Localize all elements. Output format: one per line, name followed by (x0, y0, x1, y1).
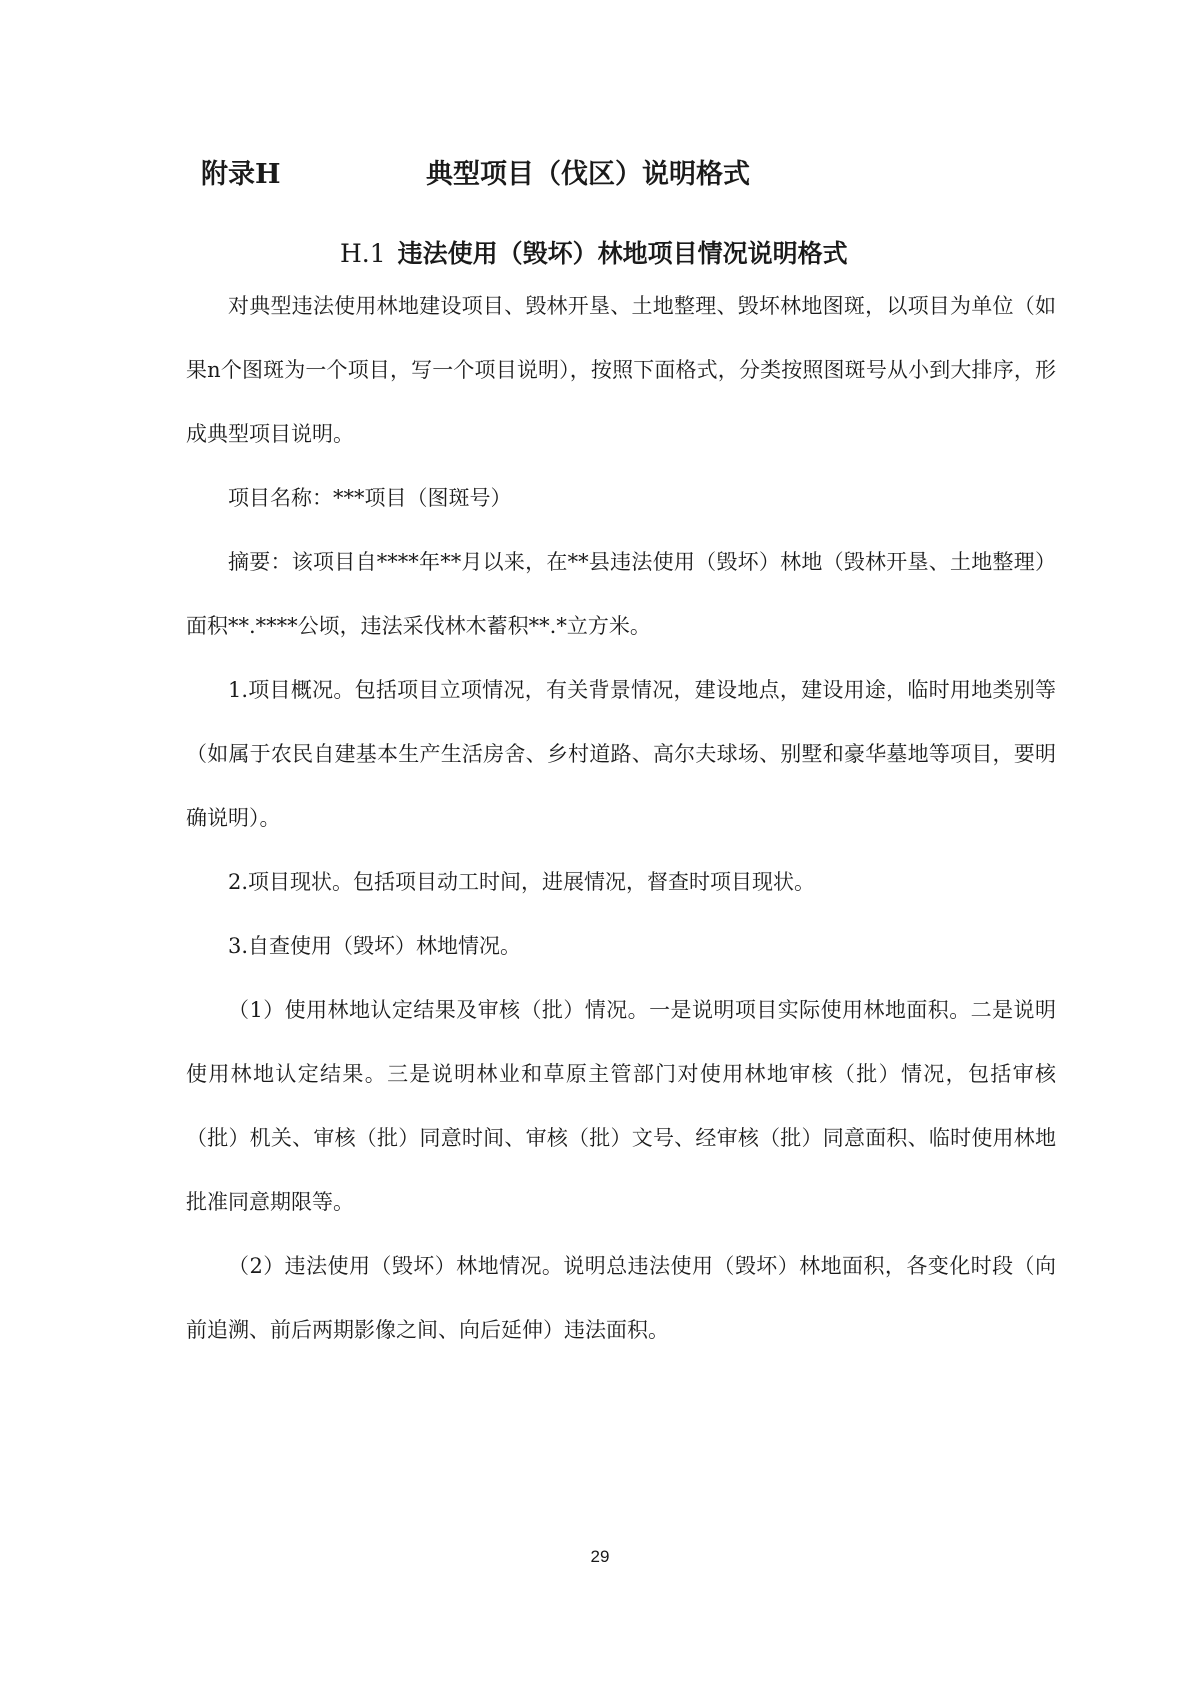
paragraph-item-1: （1）使用林地认定结果及审核（批）情况。一是说明项目实际使用林地面积。二是说明使用林地认定结果。三是说明林业和草原主管部门对使用林地审核（批）情况，包括审核（批）机关、审核（批）同意时间、审核（批）文号、经审核（批）同意面积、临时使用林地批准同意期限等。 (186, 998, 1056, 1214)
appendix-title: 典型项目（伐区）说明格式 (426, 159, 750, 190)
paragraph-abstract: 摘要：该项目自****年**月以来，在**县违法使用（毁坏）林地（毁林开垦、土地整理）面积**.****公顷，违法采伐林木蓄积**.*立方米。 (186, 550, 1056, 638)
paragraph-intro: 对典型违法使用林地建设项目、毁林开垦、土地整理、毁坏林地图斑，以项目为单位（如果n个图斑为一个项目，写一个项目说明），按照下面格式，分类按照图斑号从小到大排序，形成典型项目说明。 (186, 294, 1056, 446)
paragraph-overview: 1.项目概况。包括项目立项情况，有关背景情况，建设地点，建设用途，临时用地类别等（如属于农民自建基本生产生活房舍、乡村道路、高尔夫球场、别墅和豪华墓地等项目，要明确说明）。 (186, 678, 1056, 830)
paragraph-status: 2.项目现状。包括项目动工时间，进展情况，督查时项目现状。 (228, 870, 816, 894)
paragraph-self-check: 3.自查使用（毁坏）林地情况。 (228, 934, 522, 958)
paragraph-project-name: 项目名称：***项目（图斑号） (228, 486, 512, 510)
appendix-heading (201, 155, 1021, 195)
page-number: 29 (590, 1547, 610, 1566)
paragraph-item-2: （2）违法使用（毁坏）林地情况。说明总违法使用（毁坏）林地面积，各变化时段（向前追溯、前后两期影像之间、向后延伸）违法面积。 (186, 1254, 1056, 1342)
section-title: 违法使用（毁坏）林地项目情况说明格式 (397, 239, 848, 268)
body-text (186, 274, 1056, 1362)
appendix-label: 附录H (201, 159, 281, 190)
section-heading (340, 236, 848, 272)
section-number: H.1 (340, 239, 386, 268)
